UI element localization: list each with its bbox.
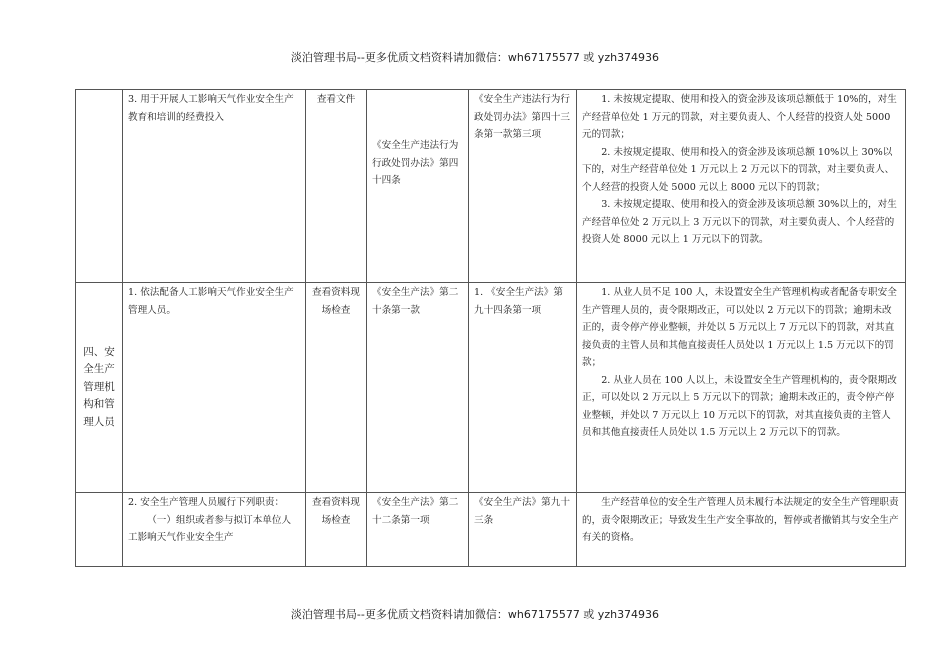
penalty-clause: 2. 从业人员在 100 人以上，未设置安全生产管理机构的，责令限期改正，可以处以 2 万元以上 5 万元以下的罚款；逾期未改正的，责令停产停业整顿，并处以 7 万元以上 10 万元以下的罚款，对其直接负责的主管人员和其他直接责任人员处以 1.5 万元以上 2 万元以下的罚款。 <box>582 374 897 438</box>
category-cell: 四、安全生产管理机构和管理人员 <box>76 283 123 493</box>
check-method-cell: 查看文件 <box>306 90 367 283</box>
penalty-basis-cell: 《安全生产法》第九十三条 <box>469 493 577 567</box>
table-row <box>76 493 906 567</box>
check-item-cell: 1. 依法配备人工影响天气作业安全生产管理人员。 <box>123 283 306 493</box>
penalty-clause: 1. 未按规定提取、使用和投入的资金涉及该项总额低于 10%的，对生产经营单位处 1 万元的罚款，对主要负责人、个人经营的投资人处 5000 元的罚款； <box>582 94 897 140</box>
table-row <box>76 90 906 283</box>
category-cell <box>76 90 123 283</box>
check-item-subtext: （一）组织或者参与拟订本单位人工影响天气作业安全生产 <box>128 514 292 543</box>
legal-basis-cell: 《安全生产法》第二十二条第一项 <box>367 493 469 567</box>
check-method-cell: 查看资料现场检查 <box>306 493 367 567</box>
penalty-cell <box>577 493 906 567</box>
check-item-cell: 3. 用于开展人工影响天气作业安全生产教育和培训的经费投入 <box>123 90 306 283</box>
penalty-clause: 2. 未按规定提取、使用和投入的资金涉及该项总额 10%以上 30%以下的，对生产经营单位处 1 万元以上 2 万元以下的罚款，对主要负责人、个人经营的投资人处 5000 元以上 8000 元以下的罚款； <box>582 146 895 193</box>
table-row <box>76 283 906 493</box>
penalty-cell <box>577 283 906 493</box>
page-header: 淡泊管理书局--更多优质文档资料请加微信：wh67175577 或 yzh374936 <box>290 51 660 64</box>
category-cell <box>76 493 123 567</box>
legal-basis-cell: 《安全生产法》第二十条第一款 <box>367 283 469 493</box>
penalty-clause: 3. 未按规定提取、使用和投入的资金涉及该项总额 30%以上的，对生产经营单位处 2 万元以上 3 万元以下的罚款，对主要负责人、个人经营的投资人处 8000 元以上 1 万元以下的罚款。 <box>582 199 897 245</box>
inspection-table <box>75 89 906 567</box>
penalty-cell <box>577 90 906 283</box>
legal-basis-cell <box>367 90 469 283</box>
penalty-clause: 1. 从业人员不足 100 人，未设置安全生产管理机构或者配备专职安全生产管理人员的，责令限期改正，可以处以 2 万元以下的罚款；逾期未改正的，责令停产停业整顿，并处以 5 万元以上 7 万元以下的罚款，对其直接负责的主管人员和其他直接责任人员处以 1 万元以上 1.5 万元以下的罚款； <box>582 287 897 368</box>
page-footer: 淡泊管理书局--更多优质文档资料请加微信：wh67175577 或 yzh374936 <box>290 608 660 621</box>
check-method-cell: 查看资料现场检查 <box>306 283 367 493</box>
penalty-basis-cell: 1. 《安全生产法》第九十四条第一项 <box>469 283 577 493</box>
penalty-basis-cell: 《安全生产违法行为行政处罚办法》第四十三条第一款第三项 <box>469 90 577 283</box>
legal-basis-text: 《安全生产违法行为行政处罚办法》第四十四条 <box>372 140 459 186</box>
check-item-cell <box>123 493 306 567</box>
penalty-clause: 生产经营单位的安全生产管理人员未履行本法规定的安全生产管理职责的，责令限期改正；导致发生生产安全事故的，暂停或者撤销其与安全生产有关的资格。 <box>582 497 899 543</box>
check-item-text: 2. 安全生产管理人员履行下列职责： <box>128 497 285 508</box>
